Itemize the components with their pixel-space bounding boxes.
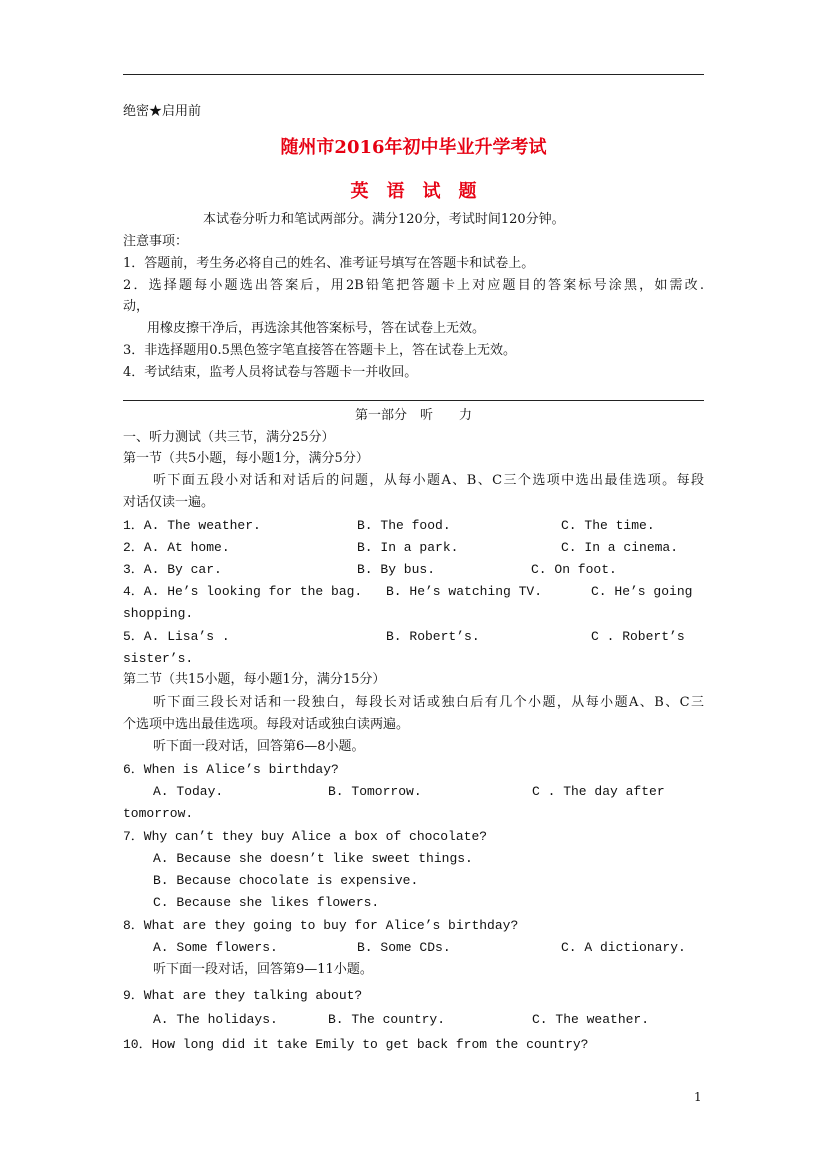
intro-text: 本试卷分听力和笔试两部分。满分120分，考试时间120分钟。 [203,212,565,227]
q3-option-a: 3．A. By car. [123,562,222,577]
q9-option-c: C. The weather. [532,1012,650,1027]
note-2-line-1: 2．选择题每小题选出答案后，用2B铅笔把答题卡上对应题目的答案标号涂黑，如需改. [123,278,704,293]
note-3: 3．非选择题用0.5黑色签字笔直接答在答题卡上，答在试卷上无效。 [123,343,516,358]
notes-heading: 注意事项： [123,234,189,249]
section2-instruction-line-2: 个选项中选出最佳选项。每段对话或独白读两遍。 [123,717,410,732]
q1-option-b: B. The food. [357,518,451,533]
note-2-line-2: 动， [123,299,150,314]
part1-heading: 第一部分 听 力 [355,408,473,423]
q7-option-c: C. Because she likes flowers. [153,895,380,910]
section1-instruction-line-1: 听下面五段小对话和对话后的问题，从每小题A、B、C三个选项中选出最佳选项。每段 [153,473,704,488]
dialog-1-instruction: 听下面一段对话，回答第6—8小题。 [153,739,365,754]
q8-option-b: B. Some CDs. [357,940,451,955]
q7-stem: 7．Why can’t they buy Alice a box of chocolate? [123,829,488,844]
q5-option-b: B. Robert’s. [386,629,480,644]
listening-section-heading: 一、听力测试（共三节，满分25分） [123,430,335,445]
q6-option-b: B. Tomorrow. [328,784,422,799]
q8-option-a: A. Some flowers. [153,940,278,955]
q4-option-b: B. He’s watching TV. [386,584,543,599]
note-1: 1．答题前，考生务必将自己的姓名、准考证号填写在答题卡和试卷上。 [123,256,535,271]
confidential-mark: 绝密★启用前 [123,104,202,119]
q2-option-b: B. In a park. [357,540,459,555]
q4-continuation: shopping. [123,606,194,621]
q10-stem: 10．How long did it take Emily to get back from the country? [123,1037,589,1052]
subject-title: 英 语 试 题 [350,181,477,202]
section1-instruction-line-2: 对话仅读一遍。 [123,495,215,510]
section1-heading: 第一节（共5小题，每小题1分，满分5分） [123,451,369,466]
exam-title: 随州市2016年初中毕业升学考试 [280,137,547,158]
q6-option-a: A. Today. [153,784,224,799]
q6-stem: 6．When is Alice’s birthday? [123,762,339,777]
section-rule [123,400,704,401]
section2-heading: 第二节（共15小题，每小题1分，满分15分） [123,672,386,687]
q2-option-c: C. In a cinema. [561,540,679,555]
q2-option-a: 2．A. At home. [123,540,230,555]
q7-option-b: B. Because chocolate is expensive. [153,873,419,888]
q8-option-c: C. A dictionary. [561,940,686,955]
q9-stem: 9．What are they talking about? [123,988,363,1003]
q7-option-a: A. Because she doesn’t like sweet things. [153,851,473,866]
q9-option-b: B. The country. [328,1012,446,1027]
q1-option-a: 1．A. The weather. [123,518,261,533]
q5-continuation: sister’s. [123,651,194,666]
note-4: 4．考试结束，监考人员将试卷与答题卡一并收回。 [123,365,418,380]
note-2-line-3: 用橡皮擦干净后，再选涂其他答案标号，答在试卷上无效。 [147,321,486,336]
top-rule [123,74,704,75]
q4-option-a: 4．A. He’s looking for the bag. [123,584,363,599]
q3-option-c: C. On foot. [531,562,617,577]
q3-option-b: B. By bus. [357,562,436,577]
q5-option-a: 5．A. Lisa’s . [123,629,230,644]
q5-option-c: C . Robert’s [591,629,685,644]
section2-instruction-line-1: 听下面三段长对话和一段独白，每段长对话或独白后有几个小题，从每小题A、B、C三 [153,695,704,710]
q6-option-c: C . The day after [532,784,665,799]
q1-option-c: C. The time. [561,518,655,533]
dialog-2-instruction: 听下面一段对话，回答第9—11小题。 [153,962,373,977]
q9-option-a: A. The holidays. [153,1012,278,1027]
q8-stem: 8．What are they going to buy for Alice’s birthday? [123,918,519,933]
page-number: 1 [694,1090,702,1104]
q6-continuation: tomorrow. [123,806,194,821]
q4-option-c: C. He’s going [591,584,693,599]
